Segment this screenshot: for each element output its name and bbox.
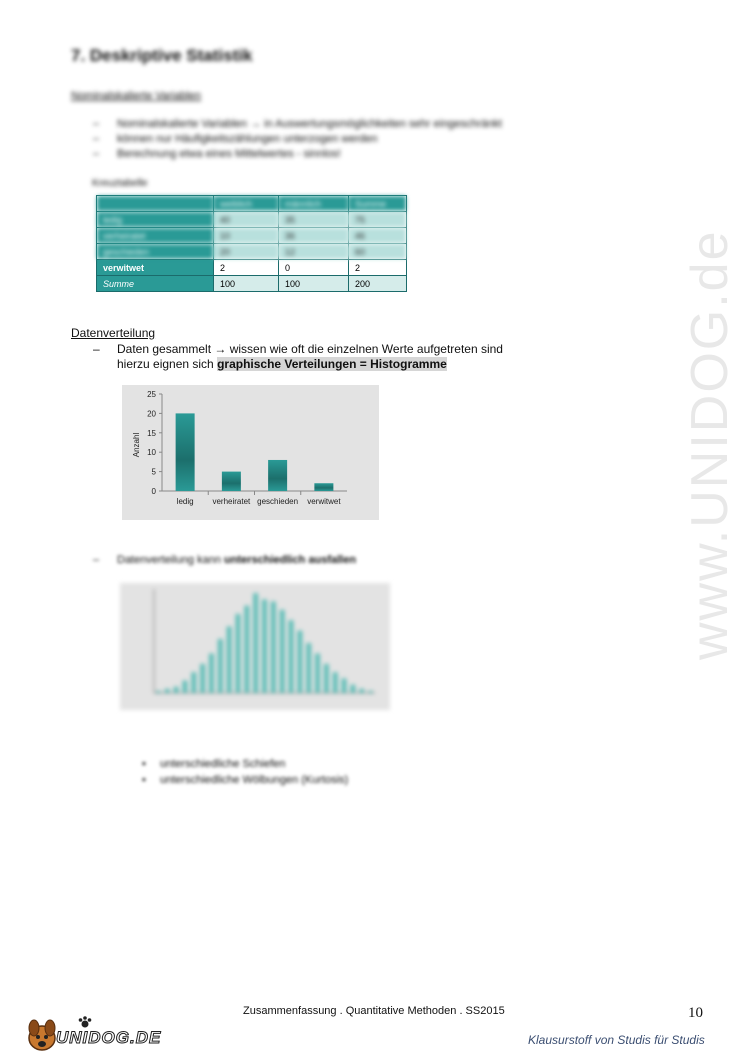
table-cell: 36: [279, 228, 349, 244]
table-cell: 10: [214, 228, 279, 244]
table-cell: 12: [279, 244, 349, 260]
bullet-text: können nur Häufigkeitszählungen unterzogen werden: [117, 133, 378, 145]
x-tick-label: ledig: [176, 497, 194, 506]
table-cell: [97, 196, 214, 212]
cross-table: [96, 195, 407, 292]
chart-bar: [280, 610, 285, 693]
chart-bar: [236, 614, 241, 693]
distribution-heading: Datenverteilung: [71, 326, 156, 340]
chart-bar: [271, 601, 276, 693]
table-row: [97, 260, 407, 276]
x-tick-label: verheiratet: [212, 497, 251, 506]
normal-distribution-chart-svg: [120, 583, 390, 710]
chart-bar: [289, 620, 294, 693]
chart-bar: [253, 593, 258, 693]
chart-bar: [268, 460, 287, 491]
watermark-text: www.UNIDOG.de: [681, 229, 739, 660]
table-cell: 20: [214, 244, 279, 260]
x-tick-label: geschieden: [257, 497, 299, 506]
footer-text: Zusammenfassung . Quantitative Methoden . SS2015: [243, 1005, 505, 1017]
table-cell: verheiratet: [97, 228, 214, 244]
logo-text: UNIDOG.DE: [56, 1028, 162, 1047]
bullet2-bold: unterschiedlich ausfallen: [224, 554, 357, 566]
bullet-dash: –: [93, 133, 100, 145]
chart-bar: [191, 672, 196, 693]
y-tick-label: 25: [147, 390, 156, 399]
y-tick-label: 5: [151, 467, 156, 477]
line2-prefix: hierzu eignen sich: [117, 357, 218, 371]
bullet-text: Berechnung etwa eines Mittelwertes - sinnlos!: [117, 148, 341, 160]
table-cell: 0: [279, 260, 349, 276]
family-status-chart: [122, 385, 379, 520]
distribution-text-line2: [117, 357, 447, 371]
list-item: [142, 758, 348, 774]
normal-distribution-chart: [120, 583, 390, 710]
histogram-highlight: graphische Verteilungen = Histogramme: [217, 357, 447, 371]
list-item-text: unterschiedliche Wölbungen (Kurtosis): [160, 774, 349, 786]
chart-bar: [314, 483, 333, 491]
bullet-mark: ▪: [142, 758, 146, 770]
nominal-bullet-list: [0, 118, 750, 168]
chart-bar: [209, 653, 214, 693]
chart-bar: [324, 664, 329, 693]
sub-bullet-list: [142, 758, 348, 790]
page-number: 10: [688, 1005, 703, 1021]
y-tick-label: 15: [147, 428, 156, 438]
table-cell: männlich: [279, 196, 349, 212]
table-cell: 100: [279, 276, 349, 292]
bullet-dash: –: [93, 148, 100, 160]
kreuztabelle-label: Kreuztabelle: [92, 178, 148, 189]
table-cell: Summe: [97, 276, 214, 292]
chart-bar: [165, 689, 170, 693]
bullet-dash: –: [93, 554, 100, 566]
tagline: Klausurstoff von Studis für Studis: [528, 1033, 705, 1047]
unidog-logo: [22, 1016, 162, 1054]
table-cell: 75: [349, 212, 407, 228]
section-title: 7. Deskriptive Statistik: [71, 46, 253, 65]
chart-bar: [183, 681, 188, 693]
chart-bar: [174, 687, 179, 693]
bullet-dash: –: [93, 118, 100, 130]
table-cell: 200: [349, 276, 407, 292]
table-row: [97, 228, 407, 244]
table-header-row: [97, 196, 407, 212]
table-cell: 40: [214, 212, 279, 228]
nominal-heading: Nominalskalierte Variablen: [71, 90, 202, 102]
chart-bar: [350, 685, 355, 693]
bullet-dash: –: [93, 342, 100, 356]
distribution-text-line1: Daten gesammelt → wissen wie oft die einzelnen Werte aufgetreten sind: [117, 342, 503, 356]
chart-bar: [222, 472, 241, 491]
chart-bar: [200, 664, 205, 693]
table-sum-row: [97, 276, 407, 292]
table-row: [97, 212, 407, 228]
table-cell: weiblich: [214, 196, 279, 212]
chart-bar: [227, 626, 232, 693]
table-cell: 100: [214, 276, 279, 292]
paw-icon: [78, 1016, 92, 1028]
table-cell: Summe: [349, 196, 407, 212]
table-cell: geschieden: [97, 244, 214, 260]
chart-bar: [262, 599, 267, 693]
chart-bar: [244, 606, 249, 693]
family-status-chart-svg: [122, 385, 379, 520]
table-cell: 46: [349, 228, 407, 244]
chart-bar: [368, 691, 373, 693]
table-cell: 2: [214, 260, 279, 276]
y-tick-label: 10: [147, 448, 156, 458]
table-cell: 35: [279, 212, 349, 228]
chart-bar: [156, 691, 161, 693]
table-cell: 2: [349, 260, 407, 276]
x-tick-label: verwitwet: [307, 497, 341, 506]
bullet-text: Nominalskalierte Variablen → in Auswertungsmöglichkeiten sehr eingeschränkt: [117, 118, 502, 130]
bullet2-prefix: Datenverteilung kann: [117, 554, 225, 566]
list-item-text: unterschiedliche Schiefen: [160, 758, 286, 770]
chart-bar: [297, 631, 302, 693]
y-axis-label: Anzahl: [132, 432, 141, 458]
y-tick-label: 0: [151, 487, 156, 496]
chart-bar: [218, 639, 223, 693]
chart-bar: [333, 672, 338, 693]
table-cell: ledig: [97, 212, 214, 228]
bullet-mark: ▪: [142, 774, 146, 786]
y-tick-label: 20: [147, 409, 156, 419]
list-item: [142, 774, 348, 790]
table-row: [97, 244, 407, 260]
chart-bar: [176, 413, 195, 491]
table-cell: verwitwet: [97, 260, 214, 276]
chart-bar: [342, 678, 347, 693]
distribution-bullet2: [117, 554, 356, 566]
chart-bar: [315, 653, 320, 693]
table-cell: 60: [349, 244, 407, 260]
chart-bar: [359, 689, 364, 693]
chart-bar: [306, 643, 311, 693]
